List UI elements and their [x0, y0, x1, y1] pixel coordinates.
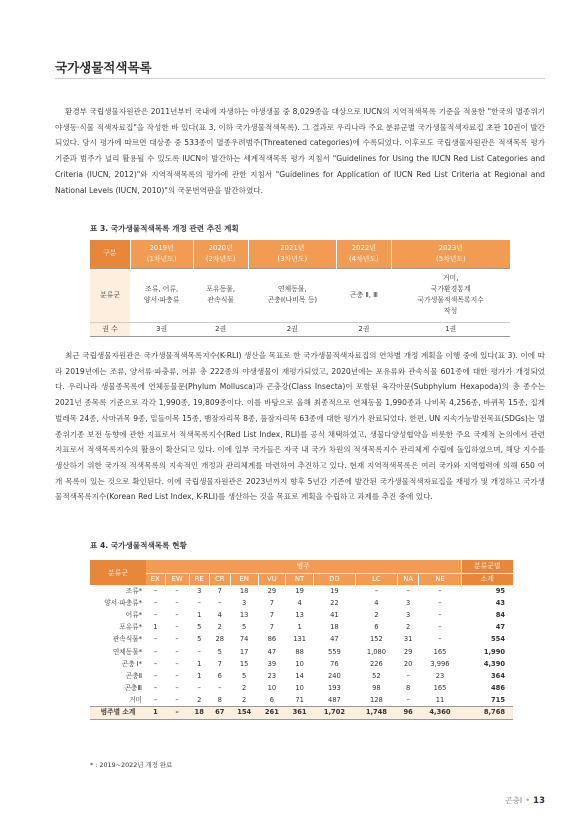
table4-cell: 193: [328, 684, 341, 693]
table4-category-header: VU: [258, 573, 286, 585]
table4-cell: 18: [189, 707, 209, 719]
table4-cell: –: [218, 598, 222, 607]
table4-cell: 8: [406, 684, 411, 693]
table4-cell: 128: [370, 696, 383, 705]
table4-cell: –: [406, 671, 410, 680]
table4-subtotal-cell: 95: [495, 586, 505, 595]
table4-cell: –: [153, 684, 158, 693]
table4-cell: 76: [330, 659, 339, 668]
table4-cell: 7: [269, 623, 275, 632]
table4-subtotal-header: 소계: [461, 573, 513, 585]
table4-cell: 86: [267, 635, 277, 644]
table4-cell: –: [175, 635, 179, 644]
table4-row-label: 양서·파충류*: [104, 598, 142, 607]
table4-cell: 5: [197, 635, 202, 644]
table3-count-row: [90, 322, 510, 336]
table4-cell: 5: [217, 647, 222, 656]
table4-cell: –: [197, 684, 201, 693]
table4-cell: 19: [295, 586, 304, 595]
table4-cell: 23: [267, 671, 277, 680]
table4-cell: –: [153, 598, 158, 607]
table4-subtotal-cell: 715: [491, 696, 505, 705]
table4-cell: –: [374, 586, 379, 595]
table4-cell: 154: [230, 707, 258, 719]
footer-dot: •: [525, 796, 531, 806]
table4-total-row: [90, 707, 513, 719]
table4-cell: 1: [146, 707, 165, 719]
table3-row-label: 분류군: [90, 268, 130, 322]
table3-cell: 2권: [193, 322, 248, 336]
table4-cell: 261: [258, 707, 286, 719]
table4-cell: 7: [217, 586, 222, 595]
table4-cell: 8: [217, 696, 222, 705]
table4-cell: 39: [267, 659, 277, 668]
table4-subtotal-cell: 84: [495, 610, 505, 619]
table4-cell: 14: [295, 671, 304, 680]
table4-cell: 3: [406, 610, 411, 619]
table4-cell: 17: [239, 647, 249, 656]
table4-cell: 361: [286, 707, 314, 719]
table4-cell: 3,996: [430, 659, 450, 668]
table4-cell: 559: [328, 647, 341, 656]
title-divider: [55, 78, 545, 79]
page-title: 국가생물적색목록: [55, 60, 152, 75]
table4-category-header: LC: [355, 573, 397, 585]
table4-cell: 31: [403, 635, 413, 644]
table4-cell: 4: [217, 610, 222, 619]
table4-row: [90, 683, 513, 695]
table4-cell: 1: [297, 623, 302, 632]
table4-cell: 10: [267, 684, 277, 693]
table4-row: [90, 695, 513, 707]
table4-subtotal-cell: 47: [495, 623, 505, 632]
table4-cell: 487: [328, 696, 341, 705]
table4-cell: 29: [267, 586, 277, 595]
table4-cell: –: [438, 623, 442, 632]
table4-subtotal-cell: 4,390: [483, 659, 505, 668]
table3-header: 2020년 (2차년도): [193, 240, 248, 268]
table3-header: 2019년 (1차년도): [130, 240, 193, 268]
table4-cell: 3: [406, 598, 411, 607]
table4-cell: 1: [197, 671, 202, 680]
table4-cell: –: [165, 707, 189, 719]
table4-row: [90, 670, 513, 682]
table4-cell: 88: [295, 647, 304, 656]
table3-row-label: 권 수: [90, 322, 130, 336]
table4-row-label: 곤충Ⅲ: [124, 684, 142, 693]
table4-subtotal-cell: 486: [491, 684, 505, 693]
table4-group-header: 범주: [146, 560, 461, 573]
table4-row-label: 범주별 소계: [90, 707, 146, 719]
page-footer: [505, 795, 545, 806]
table4-cell: 4: [374, 598, 379, 607]
table4-row-label: 조류*: [125, 586, 142, 595]
table4-cell: 2: [406, 623, 411, 632]
table4-cell: 5: [197, 623, 202, 632]
table4-cell: 5: [242, 671, 247, 680]
table4-cell: –: [175, 610, 179, 619]
table4-cell: –: [175, 598, 179, 607]
table4-row: [90, 646, 513, 658]
table4-cell: 47: [267, 647, 277, 656]
table4-cell: –: [406, 586, 410, 595]
table4-header-row: [90, 560, 513, 573]
table4-row-label: 곤충 Ⅰ*: [121, 659, 142, 668]
table3-header: 2023년 (5차년도): [391, 240, 510, 268]
table4-subtotal-cell: 1,990: [483, 647, 505, 656]
table4-cell: 18: [239, 586, 249, 595]
table4-cell: –: [438, 586, 442, 595]
table4-cell: 165: [433, 647, 447, 656]
table4-cell: 74: [239, 635, 249, 644]
table4-cell: –: [153, 586, 158, 595]
table4-cell: –: [406, 696, 410, 705]
table4-cell: 6: [374, 623, 379, 632]
footnote: * : 2019~2022년 개정 완료: [90, 761, 173, 769]
table4-cell: –: [438, 610, 442, 619]
table4-cell: –: [153, 671, 158, 680]
table3-cell: 2권: [248, 322, 336, 336]
table4-row: [90, 609, 513, 621]
table4-cell: 6: [269, 696, 275, 705]
table4-subtotal-cell: 554: [491, 635, 505, 644]
table4-cell: 13: [295, 610, 304, 619]
table4-row: [90, 622, 513, 634]
table4-cell: –: [153, 610, 158, 619]
table4-subtotal-cell: 8,768: [461, 707, 513, 719]
table4-cell: –: [175, 623, 179, 632]
table4-row-label: 연체동물*: [112, 647, 142, 656]
table4-cell: 1,702: [313, 707, 355, 719]
table4-cell: 98: [372, 684, 381, 693]
table4-cell: 1: [197, 610, 202, 619]
table4-corner: 분류군: [90, 560, 146, 585]
redlist-status-table: [90, 560, 513, 720]
table4-cell: 165: [433, 684, 447, 693]
table4-cell: –: [175, 684, 179, 693]
table4-cell: 10: [295, 659, 304, 668]
table4-cell: 152: [370, 635, 383, 644]
table4-cell: 67: [209, 707, 230, 719]
table4-cell: 13: [239, 610, 249, 619]
table3-cell: 조류, 어류, 양서·파충류: [130, 268, 193, 322]
table4-row-label: 어류*: [125, 610, 142, 619]
table4-cell: –: [153, 696, 158, 705]
table3-header: 2021년 (3차년도): [248, 240, 336, 268]
table4-row: [90, 597, 513, 609]
table3-cell: 1권: [391, 322, 510, 336]
table4-subtotal-cell: 364: [491, 671, 505, 680]
table4-cell: 131: [293, 635, 306, 644]
table4-cell: 7: [269, 610, 275, 619]
table4-category-header: EN: [230, 573, 258, 585]
table4-cell: –: [175, 647, 179, 656]
table4-cell: 19: [330, 586, 339, 595]
table4-row-label: 관속식물*: [112, 635, 142, 644]
table4-cell: 1,080: [366, 647, 386, 656]
table4-category-header: EW: [165, 573, 189, 585]
table4-subtotal-cell: 43: [495, 598, 505, 607]
table3-cell: 거미, 국가환경통계 국가생물적색목록지수 작성: [391, 268, 510, 322]
table3-corner: 구분: [90, 240, 130, 268]
table3-header: 2022년 (4차년도): [336, 240, 391, 268]
footer-chapter: 곤충Ⅰ: [505, 796, 523, 805]
table4-cell: 2: [242, 696, 247, 705]
table4-cell: –: [153, 659, 158, 668]
table4-cell: –: [175, 671, 179, 680]
table3-caption: 표 3. 국가생물적색목록 개정 관련 추진 계획: [90, 224, 239, 233]
table4-cell: 71: [295, 696, 304, 705]
table4-cell: 15: [239, 659, 249, 668]
table4-cell: –: [218, 684, 222, 693]
table4-cell: –: [197, 598, 201, 607]
table4-cell: 2: [197, 696, 202, 705]
intro-paragraph: 환경부 국립생물자원관은 2011년부터 국내에 자생하는 야생생물 중 8,029종을 대상으로 IUCN의 지역적색목록 기준을 적용한 "한국의 멸종위기 야생동·식물 적색자료집"을 작성한 바 있다(표 3, 이하 국가생물적색목록). 그 결과로 우리나라 주요 분류군별 국가생물적색자료집 초판 10권이 발간되었다. 당시 평가에 따르면 대상종 중 533종이 멸종우려범주(Threatened categories)에 수록되었다. 이후로도 국립생물자원관은 적색목록 평가 기준과 범주가 널리 활용될 수 있도록 IUCN이 발간하는 세계적색목록 평가 지침서 "Guidelines for Using the IUCN Red List Categories and Criteria (IUCN, 2012)"와 지역적색목록의 평가에 관한 지침서 "Guidelines for Application of IUCN Red List Criteria at Regional and National Levels (IUCN, 2010)"의 국문번역판을 발간하였다.: [55, 107, 545, 195]
table4-row: [90, 585, 513, 597]
table4-caption: 표 4. 국가생물적색목록 현황: [90, 541, 187, 550]
table4-category-header: EX: [146, 573, 165, 585]
table4-cell: –: [197, 647, 201, 656]
table4-cell: 20: [403, 659, 413, 668]
table4-cell: 1,748: [355, 707, 397, 719]
table4-row-label: 거미: [129, 696, 142, 705]
table4-cell: 22: [330, 598, 339, 607]
table4-cell: 96: [397, 707, 419, 719]
table4-row-label: 포유류*: [119, 623, 142, 632]
table4-cell: 1: [153, 623, 158, 632]
table4-cell: –: [438, 635, 442, 644]
table4-cell: –: [153, 635, 158, 644]
table4-row: [90, 634, 513, 646]
table4-row: [90, 658, 513, 670]
table4-category-header: NA: [397, 573, 419, 585]
table4-cell: 2: [374, 610, 379, 619]
table4-cell: 11: [435, 696, 445, 705]
table4-cell: 1: [197, 659, 202, 668]
table4-category-header: NE: [419, 573, 461, 585]
table4-cell: 3: [242, 598, 247, 607]
table4-cell: 7: [217, 659, 222, 668]
table3-cell: 포유동물, 관속식물: [193, 268, 248, 322]
table3-cell: 곤충 Ⅱ, Ⅲ: [336, 268, 391, 322]
body-paragraph: 최근 국립생물자원관은 국가생물적색목록지수(K-RLI) 생산을 목표로 한 국가생물적색자료집의 연차별 개정 계획을 이행 중에 있다(표 3). 이에 따라 2019년에는 조류, 양서류·파충류, 어류 총 222종의 야생생물이 재평가되었고, 2020년에는 포유류와 관속식물 601종에 대한 평가가 개정되었다. 우리나라 생물종목록에 연체동물문(Phylum Mollusca)과 곤충강(Class Insecta)이 포함된 육각아문(Subphylum Hexapoda)의 총 종수는 2021년 종목록 기준으로 각각 1,990종, 19,809종이다. 이를 바탕으로 올해 최종적으로 연체동물 1,990종과 나비목 4,256종, 바퀴목 15종, 집게벌레목 24종, 사마귀목 9종, 밑들이목 15종, 뱀잠자리목 8종, 풀잠자리목 63종에 대한 평가가 완료되었다. 한편, UN 지속가능발전목표(SDGs)는 멸종위기종 보전 동향에 관한 지표로서 적색목록지수(Red List Index, RLI)를 공식 채택하였고, 생물다양성협약을 비롯한 주요 국제적 논의에서 관련 지표로서 적색목록지수의 활용이 확산되고 있다. 이에 일부 국가들은 자국 내 국가 차원의 적색목록지수 관리체계 수립에 돌입하였으며, 해당 지수를 생산하기 위한 국가적 적색목록의 지속적인 개정과 관리체계를 마련하여 추진하고 있다. 현재 지역적색목록은 여러 국가와 지역협력에 의해 650 여 개 목록이 있는 것으로 확인된다. 이에 국립생물자원관은 2023년까지 향후 5년간 기존에 발간된 국가생물적색자료집을 재평가 및 개정하고 국가생물적색목록지수(Korean Red List Index, K-RLI)를 생산하는 것을 목표로 계획을 수립하고 과제를 추진 중에 있다.: [55, 351, 545, 502]
table4-cell: 2: [242, 684, 247, 693]
table3-cell: 2권: [336, 322, 391, 336]
table4-category-header: CR: [209, 573, 230, 585]
table4-cell: 23: [435, 671, 445, 680]
table4-cell: 3: [197, 586, 202, 595]
page-number: 13: [533, 796, 545, 806]
table3-cell: 3권: [130, 322, 193, 336]
revision-plan-table: [90, 240, 510, 337]
table4-cell: 41: [330, 610, 339, 619]
table4-cell: 28: [215, 635, 225, 644]
table4-cell: 18: [330, 623, 339, 632]
table4-cell: 5: [242, 623, 247, 632]
table4-category-header: NT: [286, 573, 314, 585]
table4-cell: 240: [328, 671, 341, 680]
table4-row-label: 곤충Ⅱ: [125, 671, 142, 680]
table4-cell: –: [175, 696, 179, 705]
table4-cell: 2: [217, 623, 222, 632]
table4-cell: –: [175, 659, 179, 668]
table4-cell: 4,360: [419, 707, 461, 719]
table4-cell: –: [175, 586, 179, 595]
table4-sum-header: 분류군별: [461, 560, 513, 573]
table4-category-header: DD: [313, 573, 355, 585]
table3-taxa-row: [90, 268, 510, 322]
table4-cell: 47: [330, 635, 339, 644]
table4-cell: 4: [297, 598, 302, 607]
table4-cell: 6: [217, 671, 222, 680]
table3-header-row: [90, 240, 510, 268]
table4-cell: –: [153, 647, 158, 656]
table4-category-row: [90, 573, 513, 585]
table4-cell: –: [438, 598, 442, 607]
table4-cell: 52: [372, 671, 381, 680]
table3-cell: 연체동물, 곤충Ⅰ(나비목 등): [248, 268, 336, 322]
table4-cell: 10: [295, 684, 304, 693]
table4-cell: 7: [269, 598, 275, 607]
table4-cell: 29: [403, 647, 413, 656]
table4-cell: 226: [370, 659, 383, 668]
table4-category-header: RE: [189, 573, 209, 585]
